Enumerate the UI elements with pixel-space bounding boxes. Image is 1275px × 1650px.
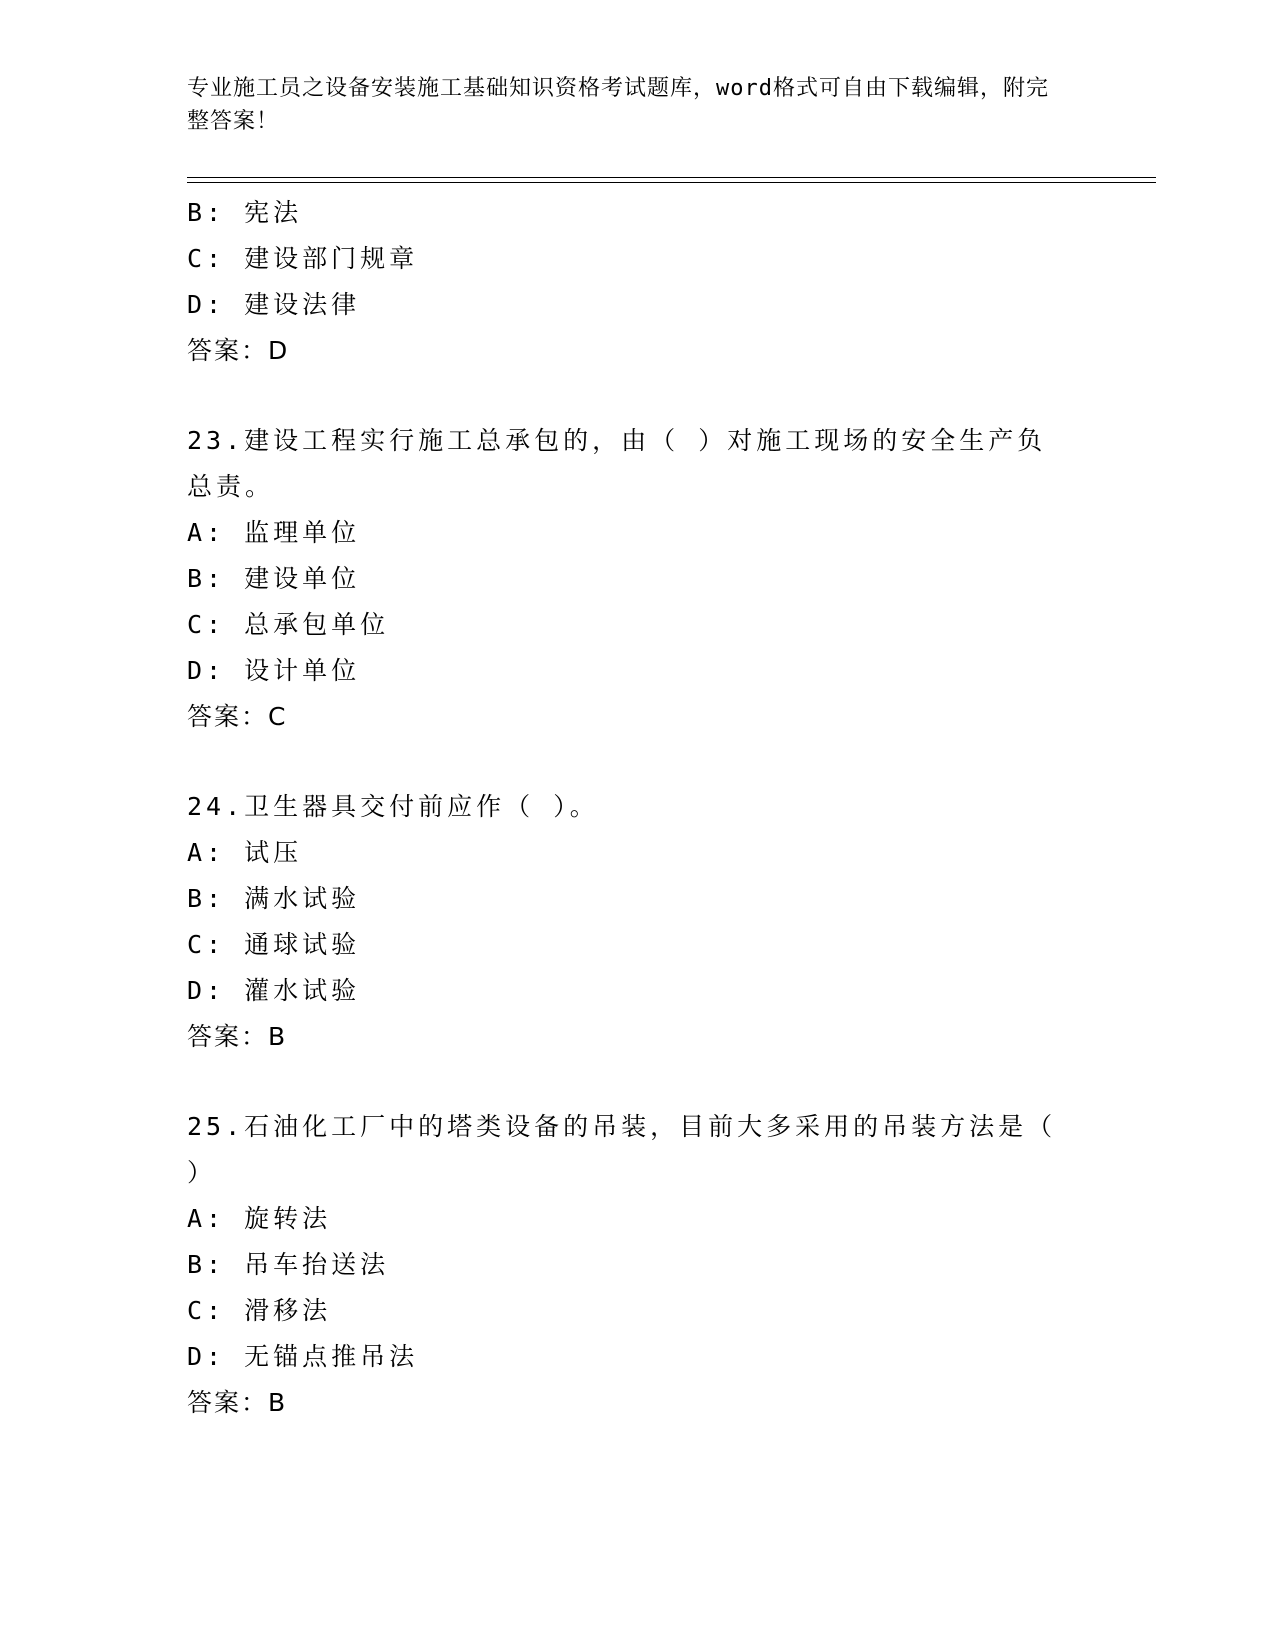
- option-text: 无锚点推吊法: [244, 1342, 419, 1371]
- option-label: C:: [187, 610, 226, 639]
- option-label: B:: [187, 198, 226, 227]
- question-number: 23.: [187, 426, 245, 455]
- spacer: [187, 374, 1087, 418]
- option-label: D:: [187, 976, 226, 1005]
- option-label: B:: [187, 1250, 226, 1279]
- option-item: [187, 556, 1087, 602]
- answer-line: 答案：D: [187, 336, 290, 365]
- answer-line: 答案：B: [187, 1388, 288, 1417]
- question-23: [187, 418, 1087, 740]
- question-text: [187, 418, 1057, 510]
- option-label: C:: [187, 1296, 226, 1325]
- option-text: 试压: [244, 838, 303, 867]
- question-body: 石油化工厂中的塔类设备的吊装，目前大多采用的吊装方法是（ ）: [187, 1112, 1057, 1187]
- option-item: [187, 968, 1087, 1014]
- option-text: 宪法: [244, 198, 303, 227]
- header-title: 专业施工员之设备安装施工基础知识资格考试题库，word格式可自由下载编辑，附完整答案！: [187, 76, 1049, 134]
- answer-line: 答案：C: [187, 702, 288, 731]
- option-text: 建设部门规章: [244, 244, 419, 273]
- question-content: [187, 190, 1087, 1426]
- option-item: [187, 510, 1087, 556]
- question-number: 25.: [187, 1112, 245, 1141]
- option-item: [187, 190, 1087, 236]
- page-header: [187, 72, 1067, 138]
- question-24: [187, 784, 1087, 1060]
- question-number: 24.: [187, 792, 245, 821]
- option-text: 旋转法: [244, 1204, 332, 1233]
- option-item: [187, 830, 1087, 876]
- option-item: [187, 1196, 1087, 1242]
- option-item: [187, 1334, 1087, 1380]
- option-item: [187, 922, 1087, 968]
- option-label: D:: [187, 1342, 226, 1371]
- option-text: 满水试验: [244, 884, 361, 913]
- option-text: 设计单位: [244, 656, 361, 685]
- option-item: [187, 1242, 1087, 1288]
- option-label: C:: [187, 930, 226, 959]
- option-label: A:: [187, 838, 226, 867]
- header-divider-bottom: [187, 182, 1156, 183]
- option-item: [187, 236, 1087, 282]
- option-label: D:: [187, 290, 226, 319]
- previous-question: [187, 190, 1087, 374]
- question-25: [187, 1104, 1087, 1426]
- option-text: 滑移法: [244, 1296, 332, 1325]
- option-item: [187, 602, 1087, 648]
- option-label: B:: [187, 564, 226, 593]
- option-text: 吊车抬送法: [244, 1250, 390, 1279]
- answer-line: 答案：B: [187, 1022, 288, 1051]
- option-text: 监理单位: [244, 518, 361, 547]
- question-text: [187, 784, 1057, 830]
- option-text: 总承包单位: [244, 610, 390, 639]
- option-label: B:: [187, 884, 226, 913]
- spacer: [187, 740, 1087, 784]
- question-body: 卫生器具交付前应作（ ）。: [244, 792, 599, 821]
- question-text: [187, 1104, 1057, 1196]
- spacer: [187, 1060, 1087, 1104]
- question-body: 建设工程实行施工总承包的，由（ ）对施工现场的安全生产负总责。: [187, 426, 1047, 501]
- option-item: [187, 648, 1087, 694]
- option-text: 建设单位: [244, 564, 361, 593]
- option-label: A:: [187, 518, 226, 547]
- option-label: C:: [187, 244, 226, 273]
- option-text: 建设法律: [244, 290, 361, 319]
- header-divider-top: [187, 177, 1156, 178]
- option-item: [187, 876, 1087, 922]
- option-text: 灌水试验: [244, 976, 361, 1005]
- option-text: 通球试验: [244, 930, 361, 959]
- option-label: D:: [187, 656, 226, 685]
- option-item: [187, 1288, 1087, 1334]
- option-label: A:: [187, 1204, 226, 1233]
- option-item: [187, 282, 1087, 328]
